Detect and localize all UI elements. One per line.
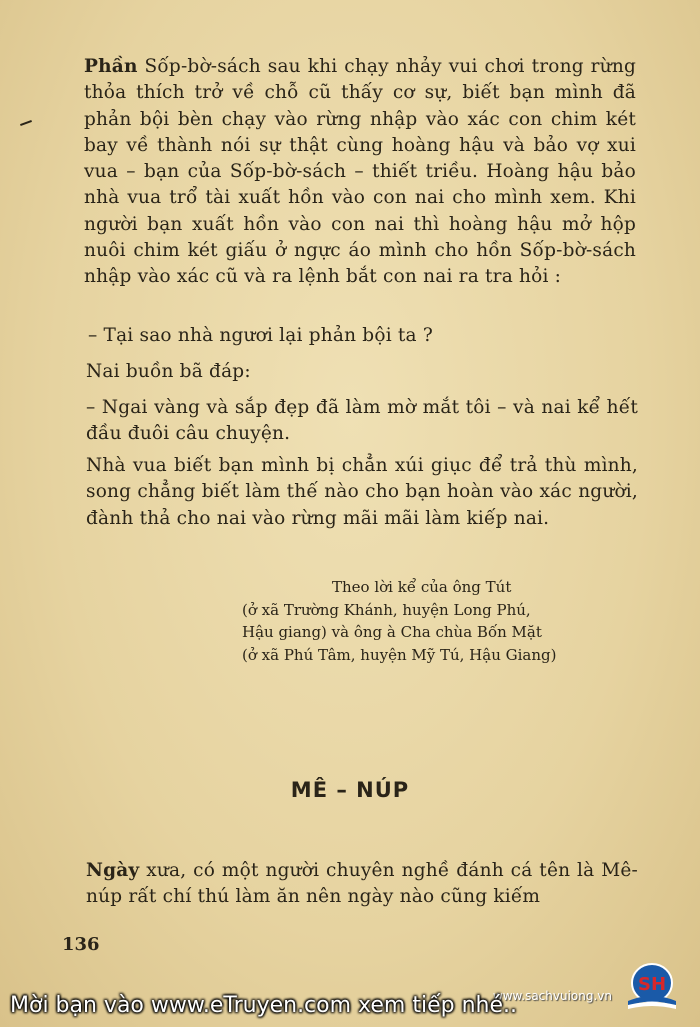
paragraph-3: Nai buồn bã đáp: — [86, 361, 251, 382]
margin-mark — [20, 120, 32, 126]
paragraph-2-dialogue: – Tại sao nhà ngươi lại phản bội ta ? — [88, 325, 433, 346]
paragraph-6-text: xưa, có một người chuyên nghề đánh cá tên là Mê-núp rất chí thú làm ăn nên ngày nào cũng kiếm — [86, 860, 638, 908]
story-source-attribution — [242, 576, 642, 666]
source-line-4: (ở xã Phú Tâm, huyện Mỹ Tú, Hậu Giang) — [242, 645, 557, 664]
watermark-banner — [0, 989, 700, 1027]
story-title: MÊ – NÚP — [290, 778, 410, 802]
paragraph-5: Nhà vua biết bạn mình bị chẳn xúi giục để trả thù mình, song chẳng biết làm thế nào cho bạn hoàn vào xác người, đành thả cho nai vào rừng mãi mãi làm kiếp nai. — [86, 455, 638, 529]
source-line-2: (ở xã Trường Khánh, huyện Long Phú, — [242, 600, 531, 619]
source-line-3: Hậu giang) và ông à Cha chùa Bốn Mặt — [242, 623, 542, 641]
page-number: 136 — [62, 934, 100, 955]
paragraph-6-first-word: Ngày — [86, 860, 140, 881]
watermark-site-url: www.sachvuiong.vn — [492, 989, 612, 1003]
paragraph-1 — [84, 54, 636, 291]
paragraph-1-text: Sốp-bờ-sách sau khi chạy nhảy vui chơi trong rừng thỏa thích trở về chỗ cũ thấy cơ sự, biết bạn mình đã phản bội bèn chạy vào rừng nhập vào xác con chim két bay về thành nói sự thật cùng hoàng hậu và bảo vợ xui vua – bạn của Sốp-bờ-sách – thiết triều. Hoàng hậu bảo nhà vua trổ tài xuất hồn vào con nai cho mình xem. Khi người bạn xuất hồn vào con nai thì hoàng hậu mở hộp nuôi chim két giấu ở ngực áo mình cho hồn Sốp-bờ-sách nhập vào xác cũ và ra lệnh bắt con nai ra tra hỏi : — [84, 56, 636, 288]
watermark-link-text[interactable]: Mời bạn vào www.eTruyen.com xem tiếp nhé.. — [10, 993, 517, 1018]
source-line-1: Theo lời kể của ông Tút — [332, 578, 512, 596]
paragraph-6 — [86, 858, 638, 911]
paragraph-4-dialogue: – Ngai vàng và sắp đẹp đã làm mờ mắt tôi – và nai kể hết đầu đuôi câu chuyện. — [86, 397, 638, 445]
paragraph-1-first-word: Phần — [84, 56, 138, 77]
logo-text: SH — [637, 974, 667, 995]
